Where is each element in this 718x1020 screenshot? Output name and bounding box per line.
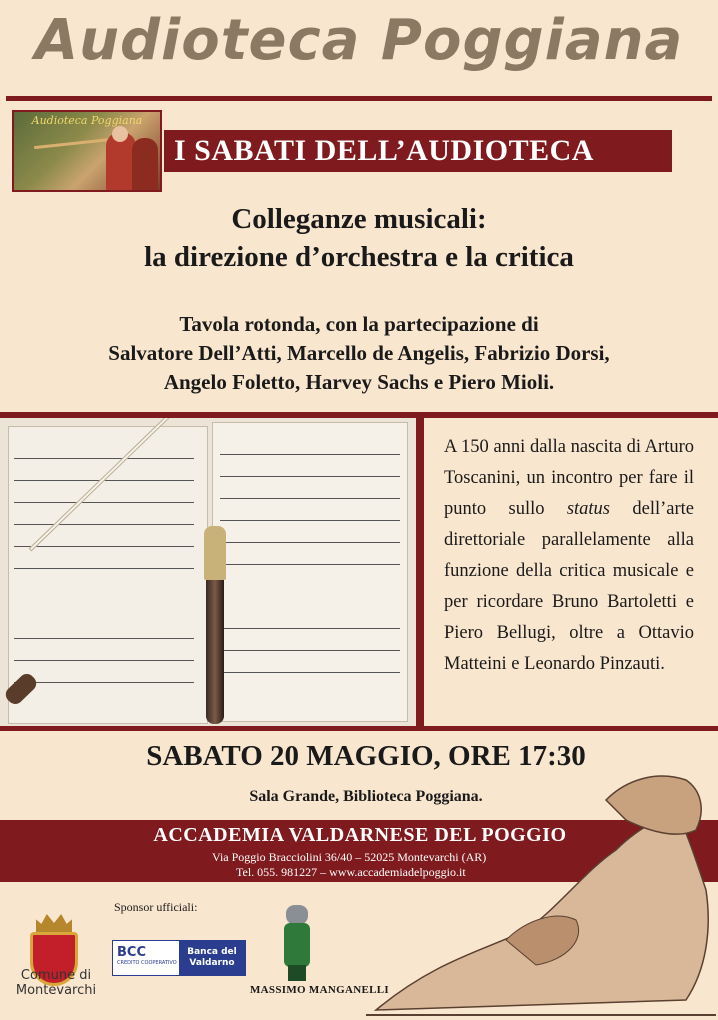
bank-name-line2: Valdarno bbox=[189, 958, 235, 968]
flute-illustration bbox=[34, 138, 112, 149]
description-text: A 150 anni dalla nascita di Arturo Toscanini, un incontro per fare il punto sullo bbox=[444, 437, 694, 519]
audioteca-logo bbox=[12, 110, 162, 192]
bcc-logo-text: BCC bbox=[117, 945, 146, 960]
company-name: MASSIMO MANGANELLI bbox=[250, 984, 389, 996]
staff-line bbox=[14, 546, 194, 547]
academy-contact: Tel. 055. 981227 – www.accademiadelpoggio.it bbox=[236, 865, 466, 879]
staff-line bbox=[220, 628, 400, 629]
event-description bbox=[444, 432, 694, 680]
bcc-sub-text: CREDITO COOPERATIVO bbox=[117, 960, 177, 966]
description-italic: status bbox=[566, 499, 611, 519]
roundtable-participants bbox=[0, 310, 718, 397]
divider-bottom bbox=[0, 726, 718, 731]
reclining-statue-illustration bbox=[356, 760, 718, 1020]
staff-line bbox=[220, 542, 400, 543]
staff-line bbox=[14, 660, 194, 661]
comune-line1: Comune di bbox=[20, 968, 92, 983]
staff-line bbox=[220, 476, 400, 477]
bcc-bank-logo bbox=[112, 940, 246, 976]
staff-line bbox=[220, 498, 400, 499]
staff-line bbox=[14, 638, 194, 639]
figure-illustration-2 bbox=[132, 138, 158, 192]
roundtable-line1: Tavola rotonda, con la partecipazione di bbox=[179, 312, 539, 336]
event-date: SABATO 20 MAGGIO, ORE 17:30 bbox=[146, 740, 586, 772]
academy-address: Via Poggio Bracciolini 36/40 – 52025 Montevarchi (AR) bbox=[212, 850, 487, 864]
manganelli-cat-logo bbox=[280, 905, 314, 981]
staff-line bbox=[14, 682, 194, 683]
roundtable-line3: Angelo Foletto, Harvey Sachs e Piero Mioli. bbox=[163, 370, 555, 394]
staff-line bbox=[14, 524, 194, 525]
staff-line bbox=[14, 502, 194, 503]
pen-cap-icon bbox=[204, 526, 226, 580]
cat-head-icon bbox=[286, 905, 308, 925]
staff-line bbox=[220, 672, 400, 673]
statue-head-shape bbox=[606, 776, 701, 834]
score-photo bbox=[0, 418, 424, 726]
staff-line bbox=[14, 568, 194, 569]
event-title-line2: la direzione d’orchestra e la critica bbox=[144, 241, 574, 273]
comune-line2: Montevarchi bbox=[15, 983, 97, 998]
staff-line bbox=[220, 454, 400, 455]
comune-logo-text bbox=[14, 968, 98, 998]
score-page-right bbox=[212, 422, 408, 722]
roundtable-line2: Salvatore Dell’Atti, Marcello de Angelis, Fabrizio Dorsi, bbox=[108, 341, 610, 365]
cat-legs-icon bbox=[288, 965, 306, 981]
crown-icon bbox=[36, 914, 72, 932]
event-title-line1: Colleganze musicali: bbox=[231, 203, 487, 235]
comune-montevarchi-logo bbox=[14, 910, 96, 1010]
statue-body-shape bbox=[376, 810, 708, 1010]
event-title bbox=[0, 200, 718, 276]
sponsor-label: Sponsor ufficiali: bbox=[114, 900, 198, 914]
staff-line bbox=[14, 458, 194, 459]
bank-name bbox=[179, 941, 245, 975]
series-title: I SABATI DELL’AUDIOTECA bbox=[164, 130, 672, 172]
page-title: Audioteca Poggiana bbox=[34, 8, 684, 73]
staff-line bbox=[220, 520, 400, 521]
event-venue: Sala Grande, Biblioteca Poggiana. bbox=[249, 788, 483, 805]
bank-name-line1: Banca del bbox=[187, 947, 237, 957]
staff-line bbox=[220, 564, 400, 565]
bcc-mark bbox=[117, 945, 179, 971]
divider-top bbox=[6, 96, 712, 101]
academy-name: ACCADEMIA VALDARNESE DEL POGGIO bbox=[153, 824, 567, 846]
figure-head-illustration bbox=[112, 126, 128, 142]
cat-suit-icon bbox=[284, 923, 310, 967]
staff-line bbox=[220, 650, 400, 651]
description-text-end: dell’arte direttoriale parallelamente alla funzione della critica musicale e per ricordare Bruno Bartoletti e Piero Bellugi, oltre a Ottavio Matteini e Leonardo Pinzauti. bbox=[444, 499, 694, 674]
logo-text: Audioteca Poggiana bbox=[31, 114, 143, 127]
